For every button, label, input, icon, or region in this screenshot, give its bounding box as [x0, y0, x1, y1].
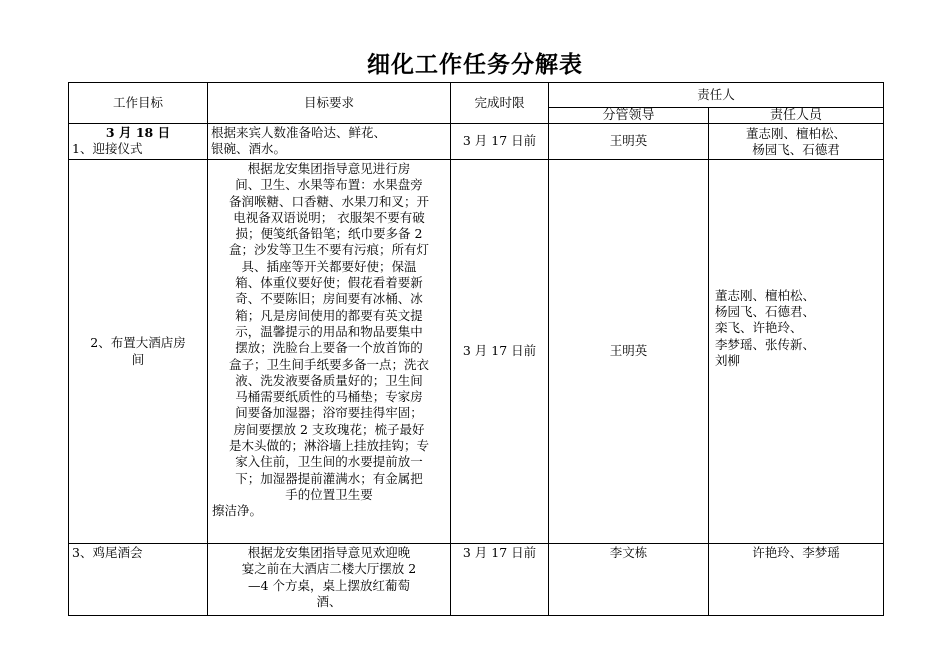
row2-req-line-19: 家入住前，卫生间的水要提前放一 — [235, 454, 423, 470]
row2-req-line-8: 箱、体重仪要好使；假花看着要新 — [235, 275, 423, 291]
row2-req-line-11: 示，温馨提示的用品和物品要集中 — [235, 323, 423, 339]
row3-req-line-1: 根据龙安集团指导意见欢迎晚 — [247, 545, 411, 560]
row2-req-line-15: 马桶需要纸质性的马桶垫；专家房 — [235, 389, 423, 405]
row2-req-line-2: 间、卫生、水果等布置：水果盘旁 — [235, 177, 423, 193]
page-title: 细化工作任务分解表 — [367, 52, 583, 78]
row2-req-line-1: 根据龙安集团指导意见进行房 — [247, 161, 411, 176]
row3-req-line-4: 酒、 — [316, 593, 342, 609]
row2-req-line-13: 盒子；卫生间手纸要多备一点；洗衣 — [228, 356, 429, 372]
row1-goal: 1、迎接仪式 — [72, 141, 143, 157]
table-row — [69, 160, 884, 544]
row2-req-line-22: 擦洁净。 — [212, 503, 263, 519]
row1-requirement — [208, 124, 451, 160]
row3-staff: 许艳玲、李梦瑶 — [709, 544, 884, 616]
row2-goal — [69, 160, 208, 544]
row1-staff-line-2: 杨园飞、石德君 — [752, 142, 840, 158]
header-row — [69, 83, 884, 108]
row1-date: 3 月 18 日 — [105, 125, 171, 140]
header-responsible: 责任人 — [549, 83, 884, 108]
row1-staff — [709, 124, 884, 160]
row2-req-line-14: 液、洗发液要备质量好的；卫生间 — [235, 372, 423, 388]
row2-req-line-12: 摆放；洗脸台上要备一个放首饰的 — [235, 340, 423, 356]
row2-deadline: 3 月 17 日前 — [451, 160, 549, 544]
row2-goal-line-1: 2、布置大酒店房 — [90, 335, 186, 351]
row2-req-line-17: 房间要摆放 2 支玫瑰花；梳子最好 — [233, 421, 425, 437]
header-leader: 分管领导 — [549, 108, 709, 124]
row2-staff — [709, 160, 884, 544]
header-requirement: 目标要求 — [208, 83, 451, 124]
table-row — [69, 544, 884, 616]
row2-req-line-3: 备润喉糖、口香糖、水果刀和叉；开 — [228, 193, 429, 209]
row3-req-line-3: —4 个方桌，桌上摆放红葡萄 — [248, 577, 410, 593]
row3-deadline: 3 月 17 日前 — [451, 544, 549, 616]
row2-leader: 王明英 — [549, 160, 709, 544]
row2-req-line-10: 箱；凡是房间使用的都要有英文提 — [235, 307, 423, 323]
row3-req-line-2: 宴之前在大酒店二楼大厅摆放 2 — [241, 561, 417, 577]
row2-staff-line-3: 栾飞、许艳玲、 — [715, 320, 803, 336]
row2-req-line-5: 损；便笺纸备铅笔；纸巾要多备 2 — [235, 226, 423, 242]
row2-req-line-21: 手的位置卫生要 — [285, 486, 373, 502]
row2-req-line-7: 具、插座等开关都要好使；保温 — [241, 258, 417, 274]
row1-deadline: 3 月 17 日前 — [451, 124, 549, 160]
row2-staff-line-5: 刘柳 — [715, 352, 741, 368]
row2-staff-line-2: 杨园飞、石德君、 — [715, 304, 816, 320]
row2-req-line-16: 间要备加湿器；浴帘要挂得牢固； — [235, 405, 423, 421]
header-deadline: 完成时限 — [451, 83, 549, 124]
row3-requirement — [208, 544, 451, 616]
row2-goal-line-2: 间 — [131, 351, 145, 367]
header-goal: 工作目标 — [69, 83, 208, 124]
task-table — [68, 82, 884, 616]
row2-req-line-9: 奇、不要陈旧；房间要有冰桶、冰 — [235, 291, 423, 307]
row2-req-line-6: 盒；沙发等卫生不要有污痕；所有灯 — [228, 242, 429, 258]
row2-req-line-4: 电视备双语说明； 衣服架不要有破 — [233, 209, 425, 225]
row1-req-line-2: 银碗、酒水。 — [211, 141, 287, 157]
row2-staff-line-4: 李梦瑶、张传新、 — [715, 336, 816, 352]
table-row — [69, 124, 884, 160]
row2-req-line-18: 是木头做的；淋浴墙上挂放挂钩；专 — [228, 438, 429, 454]
row3-goal: 3、鸡尾酒会 — [69, 544, 208, 616]
row2-req-line-20: 下；加湿器提前灌满水；有金属把 — [235, 470, 423, 486]
row1-goal-cell — [69, 124, 208, 160]
row2-requirement — [208, 160, 451, 544]
row2-staff-line-1: 董志刚、檀柏松、 — [715, 287, 816, 303]
row1-staff-line-1: 董志刚、檀柏松、 — [746, 126, 847, 141]
row3-leader: 李文栋 — [549, 544, 709, 616]
row1-leader: 王明英 — [549, 124, 709, 160]
header-staff: 责任人员 — [709, 108, 884, 124]
row1-req-line-1: 根据来宾人数准备哈达、鲜花、 — [211, 125, 387, 140]
